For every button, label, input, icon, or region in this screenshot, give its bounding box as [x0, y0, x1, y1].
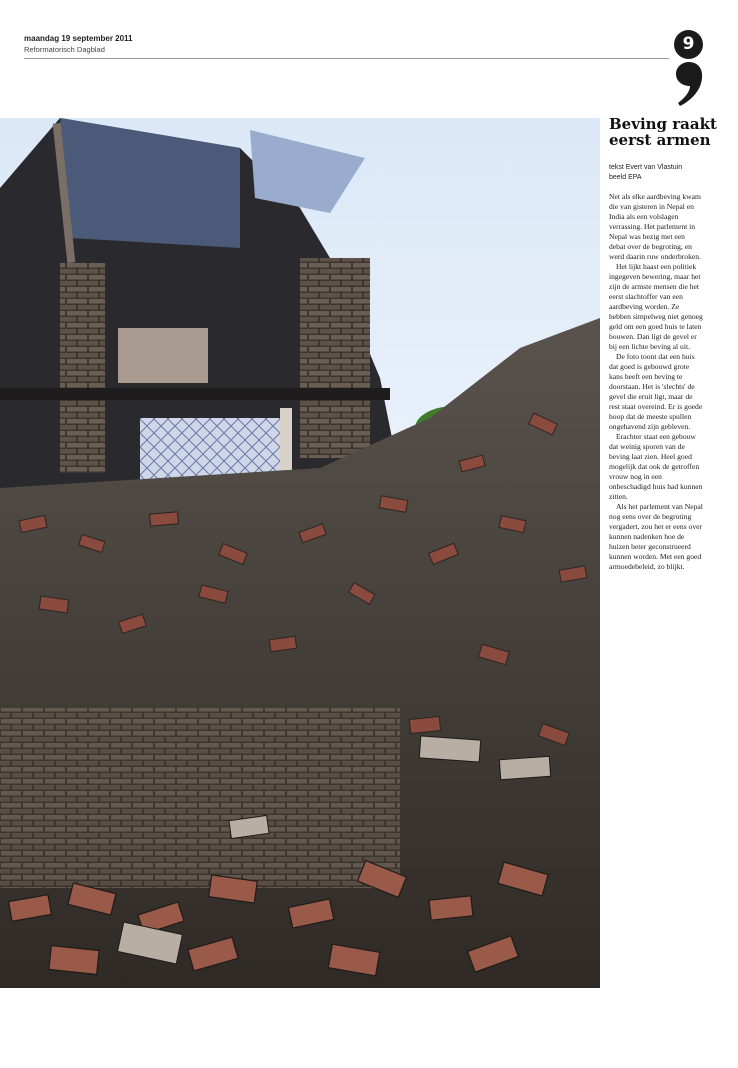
- header-date: maandag 19 september 2011: [24, 34, 133, 43]
- article-paragraph: Het lijkt haast een politiek ingegeven bewering, maar het zijn de armste mensen die het eerst slachtoffer van een aardbeving worden. Ze hebben simpelweg niet genoeg geld om een goed huis te laten bouwen. Dan ligt de gevel er bij een lichte beving al uit.: [609, 262, 703, 351]
- news-photo: [0, 118, 600, 988]
- article-body: [609, 192, 703, 572]
- article-paragraph: Als het parlement van Nepal nog eens over de begroting vergadert, zou het er eens over kunnen nadenken hoe de huizen beter geconstrueerd kunnen worden. Met een goed armoedebeleid, zo blijkt.: [609, 502, 703, 571]
- earthquake-rubble-image: [0, 118, 600, 988]
- article-paragraph: De foto toont dat een huis dat goed is gebouwd grote kans heeft een beving te doorstaan. Het is 'slechts' de gevel die eruit ligt, maar de rest staat overeind. Er is goede hoop dat de meeste spullen ongehavend zijn gebleven.: [609, 352, 703, 431]
- article-headline: Beving raakt eerst armen: [609, 115, 717, 149]
- article-paragraph: Erachter staat een gebouw dat weinig sporen van de beving laat zien. Heel goed mogelijk dat ook de getroffen vrouw nog in een onbeschadigd huis had kunnen zitten.: [609, 432, 703, 501]
- article-paragraph: Net als elke aardbeving kwam die van gisteren in Nepal en India als een volslagen verrassing. Het parlement in Nepal was bezig met een debat over de begroting, en werd daarin ruw onderbroken.: [609, 192, 701, 261]
- header-rule: [24, 58, 669, 59]
- comma-icon: [674, 60, 704, 108]
- photo-credit: beeld EPA: [609, 174, 642, 181]
- header-paper-name: Reformatorisch Dagblad: [24, 45, 105, 54]
- page-number-badge: 9: [674, 30, 703, 59]
- text-credit: tekst Evert van Vlastuin: [609, 164, 683, 171]
